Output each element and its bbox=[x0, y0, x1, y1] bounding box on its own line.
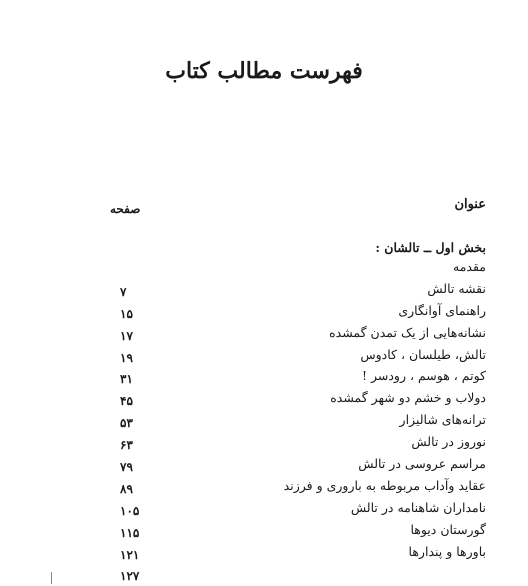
toc-entry bbox=[100, 411, 486, 433]
column-header-title: عنوان bbox=[454, 197, 486, 212]
toc-entry bbox=[100, 521, 486, 543]
toc-entry-title: راهنمای آوانگاری bbox=[398, 302, 486, 318]
toc-entry-title: تالش، طیلسان ، کادوس bbox=[360, 346, 486, 362]
toc-entry-page: ۱۲۱ bbox=[120, 547, 140, 562]
section-heading: بخش اول ــ تالشان : bbox=[375, 240, 486, 255]
margin-mark bbox=[51, 572, 52, 584]
toc-entry-page: ۵۳ bbox=[120, 416, 133, 431]
toc-entry bbox=[100, 258, 486, 280]
toc-entry-page: ۱۷ bbox=[120, 328, 133, 343]
toc-entry-page: ۱۵ bbox=[120, 306, 133, 321]
toc-entry bbox=[100, 280, 486, 302]
toc-entry-title: عقاید وآداب مربوطه به باروری و فرزند bbox=[283, 477, 486, 493]
toc-entry-page: ۷ bbox=[120, 284, 127, 299]
toc-entry-title: ترانه‌های شالیزار bbox=[399, 412, 486, 428]
toc-entry bbox=[100, 324, 486, 346]
column-header-page: صفحه bbox=[110, 202, 141, 216]
toc-entry-title: نامداران شاهنامه در تالش bbox=[350, 499, 486, 515]
toc-entry-page: ۱۲۷ bbox=[120, 569, 140, 584]
toc-entry-title: نشانه‌هایی از یک تمدن گمشده bbox=[329, 324, 486, 340]
toc-entry bbox=[100, 346, 486, 368]
toc-entry bbox=[100, 543, 486, 565]
toc-entry bbox=[100, 367, 486, 389]
toc-entry-page: ۱۰۵ bbox=[120, 503, 140, 518]
toc-list bbox=[100, 258, 486, 586]
toc-entry-title: باورها و پندارها bbox=[408, 543, 486, 559]
toc-entry bbox=[100, 302, 486, 324]
toc-entry-title: کوتم ، هوسم ، رودسر ! bbox=[361, 368, 486, 384]
page-title: فهرست مطالب کتاب bbox=[165, 58, 363, 84]
toc-entry-page: ۳۱ bbox=[120, 372, 133, 387]
toc-entry bbox=[100, 455, 486, 477]
toc-entry bbox=[100, 433, 486, 455]
toc-entry-title: نقشه تالش bbox=[427, 280, 486, 296]
toc-entry bbox=[100, 477, 486, 499]
toc-entry-page: ۱۹ bbox=[120, 350, 133, 365]
toc-entry-page: ۴۵ bbox=[120, 394, 133, 409]
toc-entry bbox=[100, 499, 486, 521]
toc-entry-page: ۶۳ bbox=[120, 438, 133, 453]
toc-entry bbox=[100, 564, 486, 586]
toc-entry-title: مراسم عروسی در تالش bbox=[358, 456, 486, 472]
toc-entry-page: ۸۹ bbox=[120, 481, 133, 496]
toc-entry-title: گورستان دیوها bbox=[410, 521, 486, 537]
toc-entry-page: ۱۱۵ bbox=[120, 525, 140, 540]
toc-entry-page: ۷۹ bbox=[120, 460, 133, 475]
toc-entry-title: نوروز در تالش bbox=[411, 434, 486, 450]
toc-entry bbox=[100, 389, 486, 411]
toc-entry-title: دولاب و خشم دو شهر گمشده bbox=[330, 390, 486, 406]
toc-entry-title: مقدمه bbox=[453, 259, 486, 274]
